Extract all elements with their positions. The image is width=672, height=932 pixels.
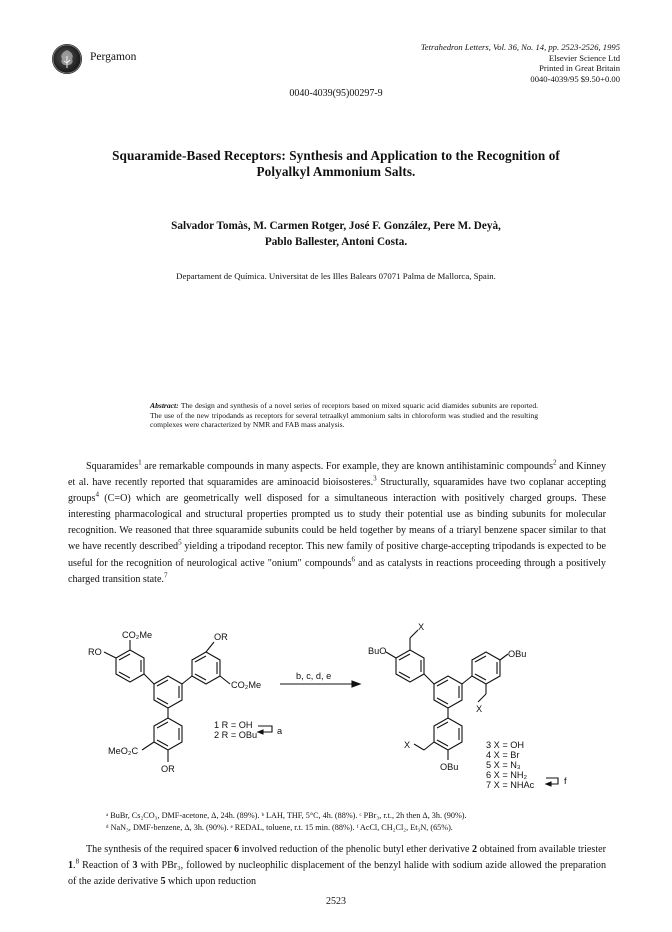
body-text: are remarkable compounds in many aspects. For example, they are known antihistaminic compounds [141, 461, 554, 472]
label-ro: RO [88, 647, 102, 657]
reference-mark: 3 [373, 474, 377, 483]
doi: 0040-4039(95)00297-9 [289, 88, 383, 99]
body-text: with PBr₃, followed by nucleophilic displacement of the benzyl halide with sodium azide allowed the preparation of the azide derivative [68, 860, 607, 888]
compound-ref: 2 [472, 844, 478, 855]
compound-3-label: 3 X = OH [486, 740, 525, 750]
body-text: involved reduction of the phenolic butyl ether derivative [239, 844, 473, 855]
compound-1-label: 1 R = OH [214, 720, 253, 730]
compound-5-label: 5 X = N₃ [486, 760, 521, 770]
publisher-line: Elsevier Science Ltd [548, 52, 620, 63]
compound-4-label: 4 X = Br [486, 750, 520, 760]
abstract [150, 401, 538, 430]
footnote-line-1: ᵃ BuBr, Cs₂CO₃, DMF-acetone, Δ, 24h. (89%). ᵇ LAH, THF, 5°C, 4h. (88%). ᶜ PBr₃, r.t., 2h then Δ, 3h. (90%). [106, 811, 467, 820]
compound-ref: 3 [132, 860, 138, 872]
body-text: Structurally, squaramides have two coplanar accepting groups [68, 477, 606, 505]
body-text: obtained from available triester [477, 844, 606, 855]
compound-ref: 6 [234, 844, 240, 855]
label-obu-bottom: OBu [440, 762, 459, 772]
compound-2-label: 2 R = OBu [214, 730, 258, 740]
body-text: Squaramides [86, 461, 139, 472]
body-text: and Kinney et al. have recently reported that squaramides are aminoacid bioisosteres. [68, 461, 606, 489]
reference-mark: 4 [95, 490, 100, 499]
reference-mark: 2 [553, 458, 557, 467]
reference-mark: 8 [75, 857, 80, 866]
authors-line-2: Pablo Ballester, Antoni Costa. [264, 236, 408, 248]
step-f-label: f [564, 776, 567, 786]
compound-6-label: 6 X = NH₂ [486, 770, 528, 780]
body-text: (C=O) which are geometrically well disposed for a simultaneous interaction with positively charged groups. These interesting pharmacological and structural properties prompted us to study their potential use as binding subunits for molecular recognition. We reasoned that three squaramide subunits could be held together by means of a triaryl benzene spacer similar to that we have recently described [68, 493, 606, 553]
paper-title [60, 148, 612, 180]
label-buo: BuO [368, 646, 387, 656]
intro-paragraph [68, 459, 606, 588]
journal-info [421, 42, 620, 84]
abstract-label: Abstract: [150, 401, 179, 410]
reaction-scheme [68, 622, 608, 818]
publisher-name: Pergamon [90, 51, 137, 63]
label-x-left: X [404, 740, 411, 750]
label-co2me-right: CO₂Me [231, 680, 262, 690]
authors-line-1: Salvador Tomàs, M. Carmen Rotger, José F. González, Pere M. Deyà, [171, 220, 501, 232]
label-x-top: X [418, 622, 425, 632]
body-text: which upon reduction [165, 876, 257, 888]
pergamon-logo [52, 44, 82, 74]
step-a-label: a [277, 726, 283, 736]
journal-line: Tetrahedron Letters, Vol. 36, No. 14, pp. 2523-2526, 1995 [420, 42, 620, 52]
printed-line: Printed in Great Britain [539, 63, 620, 74]
title-line-1: Squaramide-Based Receptors: Synthesis and Application to the Recognition of [112, 148, 560, 163]
reference-mark: 1 [138, 458, 142, 467]
label-or-bottom: OR [161, 764, 175, 774]
title-line-2: Polyalkyl Ammonium Salts. [256, 164, 416, 179]
body-text: yielding a tripodand receptor. This new family of positive charge-accepting tripodands is expected to be useful for the recognition of neurological active "onium" compounds [68, 541, 606, 569]
compound-7-label: 7 X = NHAc [486, 780, 535, 790]
footnote-line-2: ᵈ NaN₃, DMF-benzene, Δ, 3h. (90%). ᵉ REDAL, toluene, r.t. 15 min. (88%). ᶠ AcCl, CH₂Cl₂, Et₃N, (65%). [106, 822, 453, 832]
issn-price-line: 0040-4039/95 $9.50+0.00 [530, 73, 620, 84]
label-co2me-top: CO₂Me [122, 630, 153, 640]
label-or-right: OR [214, 632, 228, 642]
body-text: Reaction of [79, 860, 133, 872]
reference-mark: 6 [351, 555, 356, 564]
abstract-text: The design and synthesis of a novel series of receptors based on mixed squaric acid diamides subunits are reported. The use of the new tripodands as receptors for several tetraalkyl ammonium salts in chloroform was studied and the resulting complexes were characterized by NMR and FAB mass analysis. [150, 401, 539, 430]
label-meo2c: MeO₂C [108, 746, 139, 756]
reference-mark: 5 [178, 539, 182, 548]
tree-emblem-icon [52, 44, 82, 74]
synthesis-paragraph: The synthesis of the required spacer 6 involved reduction of the phenolic butyl ether derivative 2 obtained from available triester 1.$^8$ Reaction of 3 with PBr₃, followed by nucleophilic displacement of the benzyl halide with sodium azide allowed the preparation of the azide derivative 5 which upon reduction [68, 844, 607, 888]
compound-ref: 1 [68, 860, 74, 872]
reference-mark: 7 [163, 571, 168, 580]
body-text: The synthesis of the required spacer [86, 844, 235, 855]
compound-ref: 5 [160, 876, 166, 888]
page-number: 2523 [326, 896, 346, 907]
reaction-arrow-label: b, c, d, e [296, 671, 332, 681]
label-obu-right: OBu [508, 649, 527, 659]
label-x-right: X [476, 704, 483, 714]
affiliation: Departament de Química. Universitat de les Illes Balears 07071 Palma de Mallorca, Spain. [176, 271, 496, 281]
scheme-footnote [106, 810, 626, 833]
authors [60, 218, 612, 250]
body-text: and as catalysts in reactions proceeding through a positively charged transition state. [68, 557, 606, 585]
